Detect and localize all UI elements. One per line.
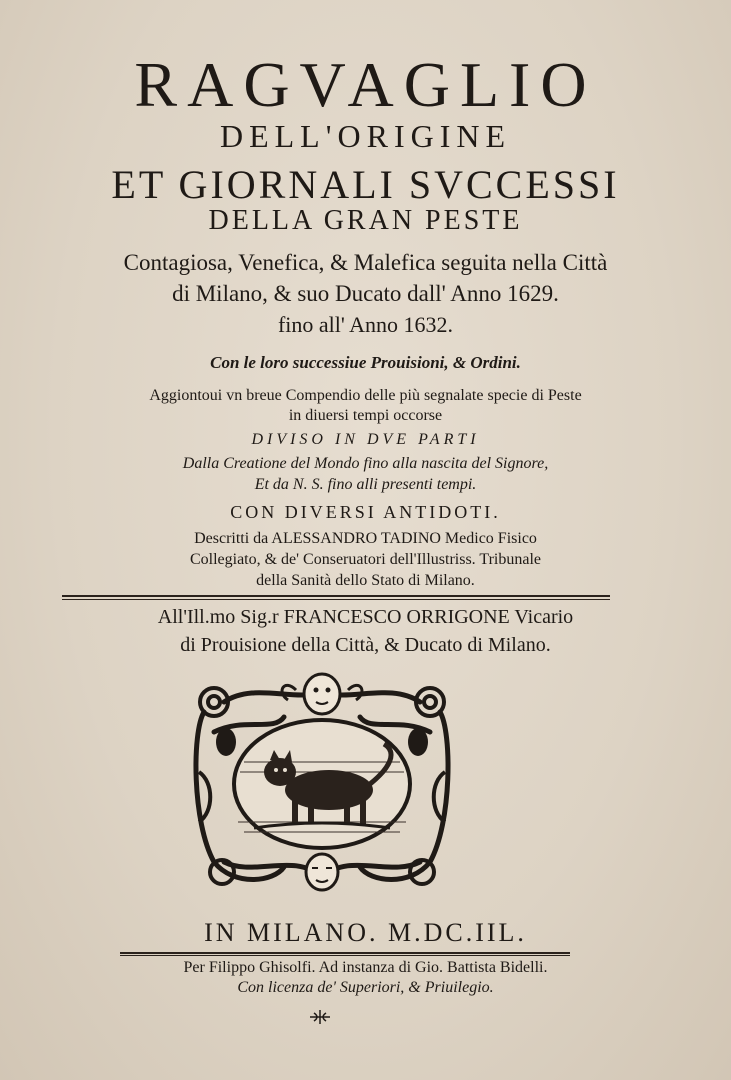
imprint-place-date: IN MILANO. M.DC.IIL. xyxy=(204,918,527,947)
title-line-2: DELL'ORIGINE xyxy=(219,118,512,154)
author-line-1: Descritti da ALESSANDRO TADINO Medico Fisico xyxy=(194,530,537,547)
author-line-3: della Sanità dello Stato di Milano. xyxy=(256,572,475,589)
division-heading: DIVISO IN DVE PARTI xyxy=(251,431,480,448)
subtitle-line-1: Contagiosa, Venefica, & Malefica seguita nella Città xyxy=(123,250,608,275)
divider-rule-top-thin xyxy=(62,599,610,600)
provisions-line: Con le loro successiue Prouisioni, & Ordini. xyxy=(210,353,521,372)
divider-rule-bottom-thin xyxy=(120,955,570,956)
title-line-3: ET GIORNALI SVCCESSI xyxy=(111,162,620,207)
divider-rule-bottom xyxy=(120,952,570,954)
fleuron-ornament-icon xyxy=(308,1008,332,1026)
author-line-2: Collegiato, & de' Conseruatori dell'Illustriss. Tribunale xyxy=(189,551,542,568)
title-line-4: DELLA GRAN PESTE xyxy=(208,205,523,236)
title-line-1: RAGVAGLIO xyxy=(134,49,597,120)
printer-device-emblem-icon xyxy=(184,672,460,900)
division-part-1: Dalla Creatione del Mondo fino alla nascita del Signore, xyxy=(182,455,549,472)
dedication-line-1: All'Ill.mo Sig.r FRANCESCO ORRIGONE Vicario xyxy=(157,606,574,628)
dedication-line-2: di Prouisione della Città, & Ducato di Milano. xyxy=(180,634,551,656)
subtitle-line-3: fino all' Anno 1632. xyxy=(277,312,454,337)
antidotes-line: CON DIVERSI ANTIDOTI. xyxy=(230,502,501,522)
compendium-line-1: Aggiontoui vn breue Compendio delle più segnalate specie di Peste xyxy=(149,387,582,404)
divider-rule-top xyxy=(62,595,610,597)
imprint-license: Con licenza de' Superiori, & Priuilegio. xyxy=(237,979,494,996)
compendium-line-2: in diuersi tempi occorse xyxy=(288,407,443,424)
subtitle-line-2: di Milano, & suo Ducato dall' Anno 1629. xyxy=(172,281,559,306)
division-part-2: Et da N. S. fino alli presenti tempi. xyxy=(254,476,477,493)
imprint-printer: Per Filippo Ghisolfi. Ad instanza di Gio. Battista Bidelli. xyxy=(183,959,548,976)
